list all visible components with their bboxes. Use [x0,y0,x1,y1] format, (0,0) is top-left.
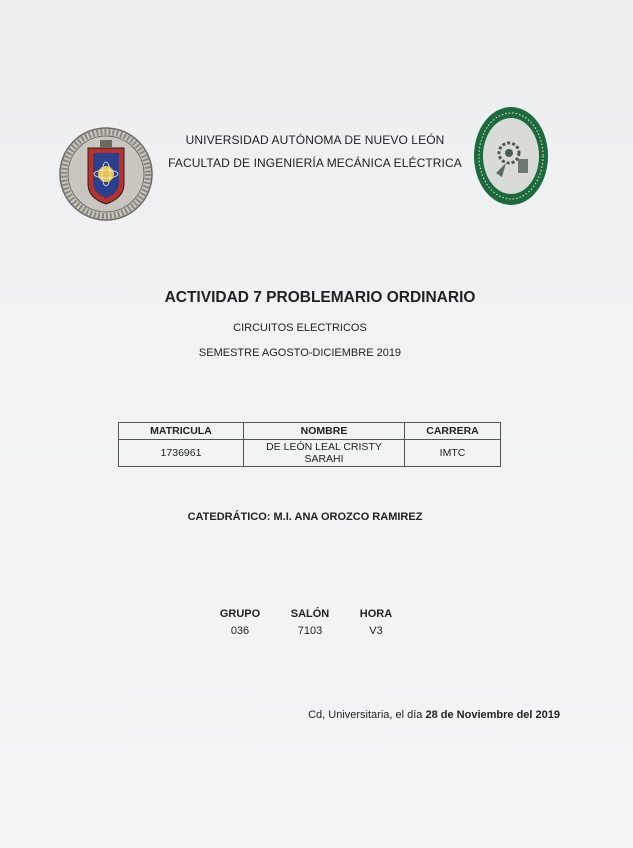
place-prefix: Cd, Universitaria, el día [308,709,426,721]
column-header-carrera: CARRERA [405,423,501,440]
student-info-table [118,422,501,467]
table-header-row [119,423,501,440]
subject-name: CIRCUITOS ELECTRICOS [233,322,367,334]
table-row [119,440,501,467]
date-value: 28 de Noviembre del 2019 [425,709,560,721]
info-label-grupo: GRUPO [219,608,261,620]
cell-nombre: DE LEÓN LEAL CRISTY SARAHI [244,440,405,467]
info-label-salon: SALÓN [290,608,330,620]
column-header-nombre: NOMBRE [244,423,405,440]
info-label-hora: HORA [359,608,393,620]
info-value-salon: 7103 [297,625,323,637]
column-header-matricula: MATRICULA [119,423,244,440]
document-title: ACTIVIDAD 7 PROBLEMARIO ORDINARIO [164,289,476,306]
cell-carrera: IMTC [405,440,501,467]
semester-label: SEMESTRE AGOSTO-DICIEMBRE 2019 [198,347,402,359]
place-date [240,709,560,721]
cell-matricula: 1736961 [119,440,244,467]
info-group [210,608,270,637]
info-time [346,608,406,637]
fime-seal-icon [472,105,550,207]
uanl-seal-icon [58,126,154,222]
info-value-hora: V3 [369,625,383,637]
info-value-grupo: 036 [230,625,250,637]
university-name: UNIVERSIDAD AUTÓNOMA DE NUEVO LEÓN [185,133,445,147]
info-room [280,608,340,637]
teacher-name: CATEDRÁTICO: M.I. ANA OROZCO RAMIREZ [187,511,423,523]
faculty-name: FACULTAD DE INGENIERÍA MECÁNICA ELÉCTRICA [168,156,462,170]
